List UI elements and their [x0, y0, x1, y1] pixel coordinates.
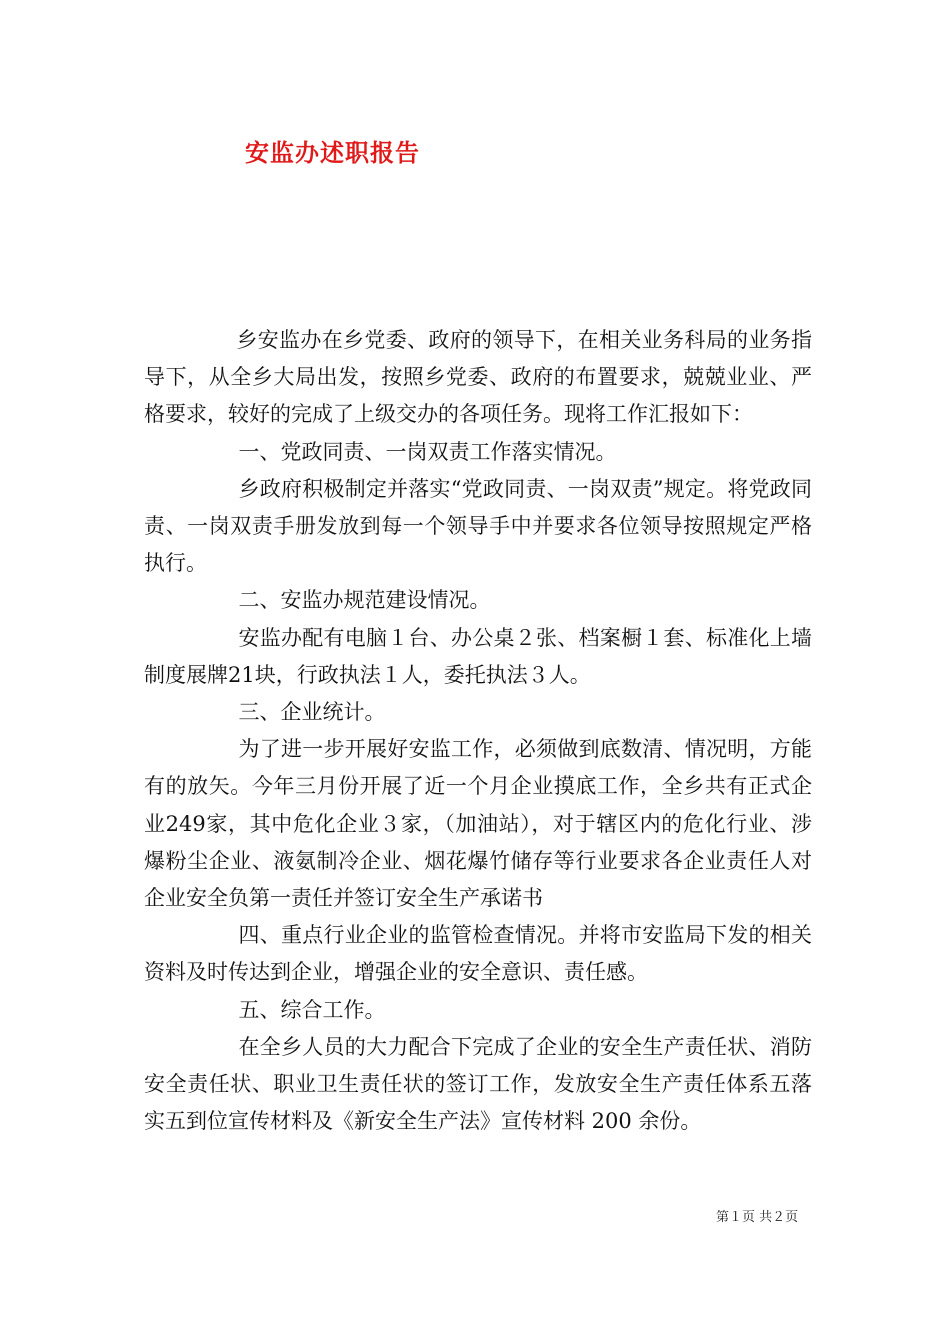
paragraph-section-1: 乡政府积极制定并落实“党政同责、一岗双责”规定。将党政同责、一岗双责手册发放到每一个领导手中并要求各位领导按照规定严格执行。	[144, 476, 812, 576]
document-title: 安监办述职报告	[245, 138, 420, 167]
paragraph-intro: 乡安监办在乡党委、政府的领导下，在相关业务科局的业务指导下，从全乡大局出发，按照乡党委、政府的布置要求，兢兢业业、严格要求，较好的完成了上级交办的各项任务。现将工作汇报如下：	[144, 328, 812, 427]
section-heading-4: 四、重点行业企业的监管检查情况。并将市安监局下发的相关资料及时传达到企业，增强企业的安全意识、责任感。	[144, 923, 812, 985]
section-heading-3: 三、企业统计。	[238, 700, 386, 725]
paragraph-section-5: 在全乡人员的大力配合下完成了企业的安全生产责任状、消防安全责任状、职业卫生责任状的签订工作，发放安全生产责任体系五落实五到位宣传材料及《新安全生产法》宣传材料 200 余份。	[144, 1034, 812, 1134]
page-number-footer: 第１页 共２页	[716, 1210, 799, 1225]
section-heading-5: 五、综合工作。	[238, 997, 386, 1022]
document-body	[144, 322, 812, 1140]
paragraph-section-2: 安监办配有电脑１台、办公桌２张、档案橱１套、标准化上墙制度展牌21块，行政执法１人，委托执法３人。	[144, 625, 812, 687]
section-heading-1: 一、党政同责、一岗双责工作落实情况。	[238, 439, 617, 464]
paragraph-section-3: 为了进一步开展好安监工作，必须做到底数清、情况明，方能有的放矢。今年三月份开展了近一个月企业摸底工作，全乡共有正式企业249家，其中危化企业３家，（加油站），对于辖区内的危化行业、涉爆粉尘企业、液氨制冷企业、烟花爆竹储存等行业要求各企业责任人对企业安全负第一责任并签订安全生产承诺书	[144, 737, 812, 911]
section-heading-2: 二、安监办规范建设情况。	[238, 588, 491, 613]
